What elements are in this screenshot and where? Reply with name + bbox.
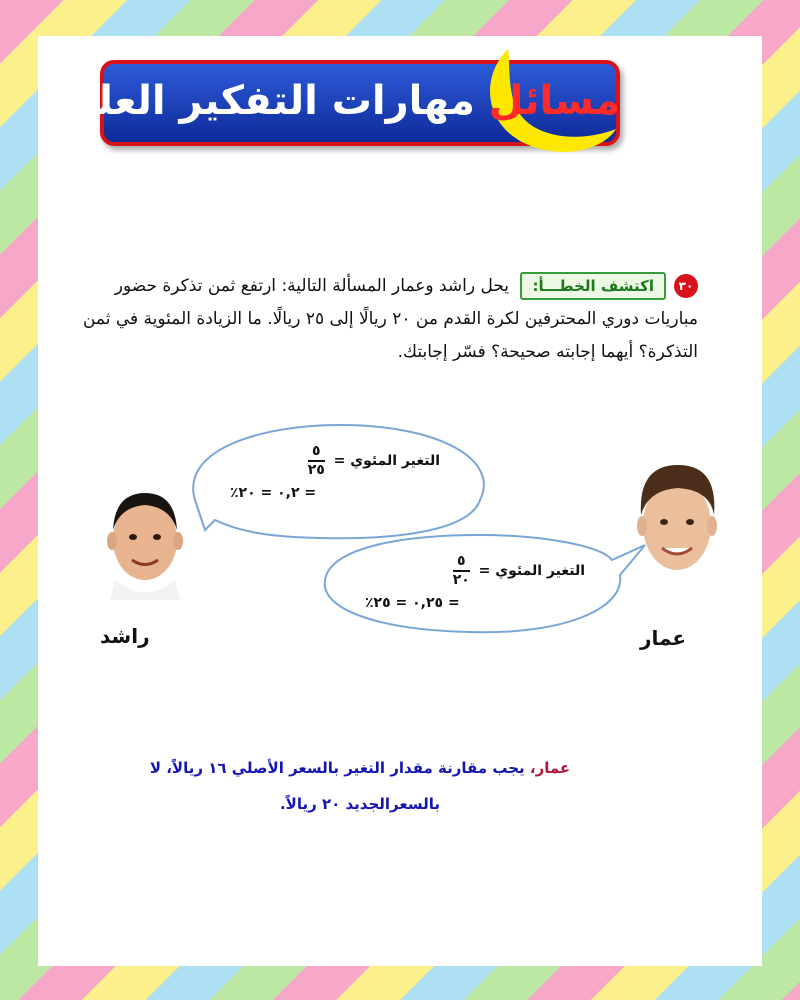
rashid-formula (230, 443, 440, 501)
title-rest: مهارات التفكير العليا: (50, 78, 489, 124)
ammar-name: عمار (640, 626, 687, 650)
title-first-word: مسائل (488, 78, 620, 124)
rashid-label: التغير المئوي = (333, 453, 440, 469)
answer-line2: بالسعرالجديد ٢٠ ريالاً. (279, 795, 441, 813)
ammar-label: التغير المئوي = (478, 563, 585, 579)
answer-line1: يجب مقارنة مقدار التغير بالسعر الأصلي ١٦ ريالاً، لا (149, 759, 530, 777)
ammar-photo (630, 460, 725, 585)
rashid-denominator: ٢٥ (307, 462, 325, 478)
rashid-fraction (308, 443, 325, 479)
find-error-tag: اكتشف الخطـــأ: (520, 272, 666, 300)
rashid-numerator: ٥ (308, 443, 325, 462)
problem-text: يحل راشد وعمار المسألة التالية: ارتفع ثمن تذكرة حضور مباريات دوري المحترفين لكرة القدم من ٢٠ ريالًا إلى ٢٥ ريالًا. ما الزيادة المئوية في ثمن التذكرة؟ أيهما إجابته صحيحة؟ فسّر إجابتك. (82, 276, 698, 362)
rashid-result: = ٠,٢ = ٢٠٪ (230, 485, 317, 501)
ammar-formula (365, 553, 585, 611)
answer-text (90, 750, 630, 822)
ammar-fraction (453, 553, 470, 589)
rashid-name: راشد (100, 624, 150, 648)
problem-number: ٣٠ (674, 274, 698, 298)
ammar-numerator: ٥ (453, 553, 470, 572)
ammar-result: = ٠,٢٥ = ٢٥٪ (365, 595, 460, 611)
answer-highlight: عمار، (529, 759, 571, 777)
rashid-photo (100, 485, 190, 600)
ammar-denominator: ٢٠ (452, 572, 470, 588)
